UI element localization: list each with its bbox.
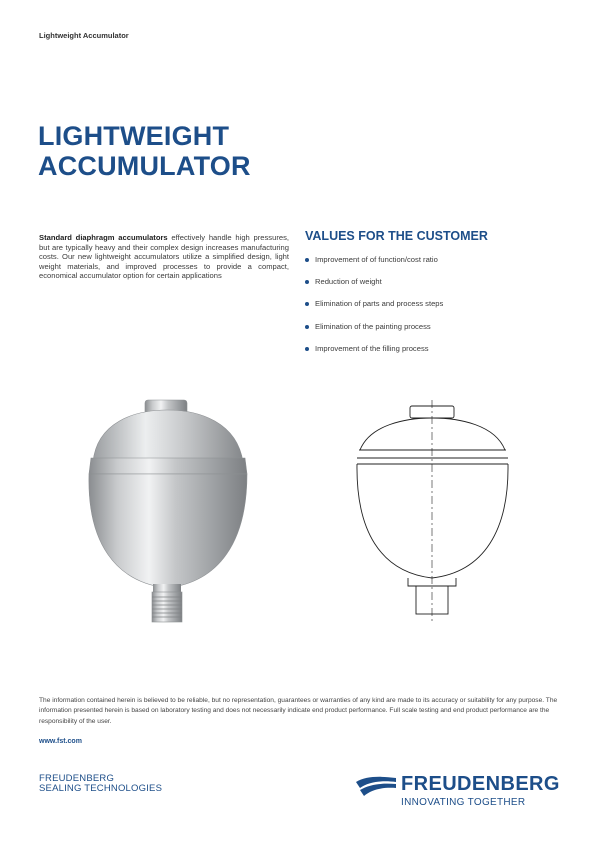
company-line-2: SEALING TECHNOLOGIES [39,783,163,794]
values-list-item: Elimination of parts and process steps [305,299,443,321]
company-name [39,774,162,794]
page-title-line-1: LIGHTWEIGHT [38,121,230,151]
photo-threaded-port [152,592,182,622]
logo-wordmark: FREUDENBERG [401,773,560,795]
intro-paragraph [39,233,289,281]
freudenberg-logo-icon [356,776,396,796]
photo-body [89,474,247,588]
page-title [38,121,251,181]
values-list-item: Reduction of weight [305,277,443,299]
photo-neck [153,584,181,592]
page-title-line-2: ACCUMULATOR [38,151,251,181]
intro-body: effectively handle high pressures, but are typically heavy and their complex design increases manufacturing costs. Our new lightweight accumulators utilize a simplified design, light weight materials, and improved processes to provide a compact, economical accumulator option for certain applications [39,233,289,280]
photo-upper-dome [93,410,243,462]
photo-rim [89,458,247,474]
values-list-item: Elimination of the painting process [305,322,443,344]
values-heading: VALUES FOR THE CUSTOMER [305,229,488,243]
values-list-item: Improvement of the filling process [305,344,443,366]
logo-tagline: INNOVATING TOGETHER [401,797,526,808]
intro-lead: Standard diaphragm accumulators [39,233,168,242]
drawing-body [357,464,508,578]
accumulator-drawing [350,400,515,622]
header-label: Lightweight Accumulator [39,31,129,40]
website-link[interactable]: www.fst.com [39,738,82,745]
company-line-1: FREUDENBERG [39,773,115,784]
values-list-item: Improvement of of function/cost ratio [305,255,443,277]
disclaimer: The information contained herein is believed to be reliable, but no representation, guarantees or warranties of any kind are made to its accuracy or suitability for any purpose. The information presented herein is based on laboratory testing and does not necessarily indicate end product performance. Full scale testing and end product performance are the responsibility of the user. [39,697,558,725]
accumulator-photo [85,392,255,632]
drawing-upper-dome [360,418,505,450]
values-list [305,255,443,366]
